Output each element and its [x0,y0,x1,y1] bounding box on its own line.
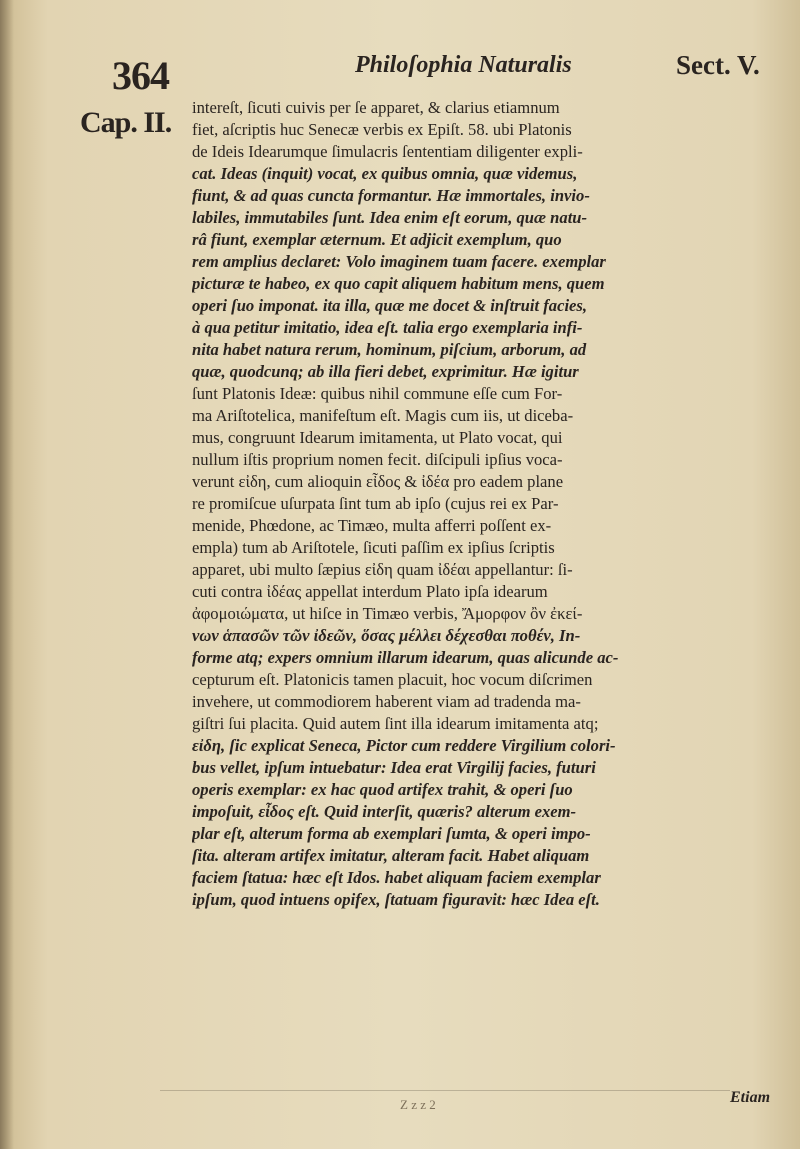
text-line: quæ, quodcunq; ab illa fieri debet, exprimitur. Hæ igitur [192,362,579,381]
text-line: re promiſcue uſurpata ſint tum ab ipſo (cujus rei ex Par- [192,494,559,513]
text-line: nita habet natura rerum, hominum, piſcium, arborum, ad [192,340,587,359]
text-line: intereſt, ſicuti cuivis per ſe apparet, & clarius etiamnum [192,98,560,117]
text-line: operi ſuo imponat. ita illa, quæ me docet & inſtruit facies, [192,296,588,315]
chapter-marginal-note: Cap. II. [80,106,172,139]
text-line: εἰδη, ſic explicat Seneca, Pictor cum reddere Virgilium colori- [192,736,616,755]
page-number: 364 [112,53,169,98]
text-line: fiet, aſcriptis huc Senecæ verbis ex Epiſt. 58. ubi Platonis [192,120,572,139]
text-line: nullum iſtis proprium nomen fecit. diſcipuli ipſius voca- [192,450,563,469]
text-line: bus vellet, ipſum intuebatur: Idea erat Virgilij facies, futuri [192,758,596,777]
text-line: ipſum, quod intuens opifex, ſtatuam figuravit: hæc Idea eſt. [192,890,600,909]
text-line: plar eſt, alterum forma ab exemplari ſumta, & operi impo- [192,824,591,843]
text-line: empla) tum ab Ariſtotele, ſicuti paſſim ex ipſius ſcriptis [192,538,555,557]
text-line: forme atq; expers omnium illarum idearum, quas alicunde ac- [192,648,619,667]
text-line: cat. Ideas (inquit) vocat, ex quibus omnia, quæ videmus, [192,164,578,183]
text-line: mus, congruunt Idearum imitamenta, ut Plato vocat, qui [192,428,563,447]
body-text [192,97,792,911]
text-line: labiles, immutabiles ſunt. Idea enim eſt eorum, quæ natu- [192,208,588,227]
text-line: râ fiunt, exemplar æternum. Et adjicit exemplum, quo [192,230,562,249]
text-line: rem amplius declaret: Volo imaginem tuam facere. exemplar [192,252,606,271]
bottom-rule [160,1090,730,1091]
running-title: Philoſophia Naturalis [355,52,572,78]
text-line: cuti contra ἰδέας appellat interdum Plato ipſa idearum [192,582,548,601]
text-line: ſunt Platonis Ideæ: quibus nihil commune eſſe cum For- [192,384,563,403]
text-line: à qua petitur imitatio, idea eſt. talia ergo exemplaria infi- [192,318,583,337]
text-line: menide, Phœdone, ac Timæo, multa afferri poſſent ex- [192,516,552,535]
catchword: Etiam [730,1089,771,1106]
text-line: faciem ſtatua: hæc eſt Idos. habet aliquam faciem exemplar [192,868,601,887]
text-line: fiunt, & ad quas cuncta formantur. Hæ immortales, invio- [192,186,590,205]
text-line: νων ἁπασῶν τῶν ἰδεῶν, ὅσας μέλλει δέχεσθαι ποθέν, In- [192,626,581,645]
signature-mark: Z z z 2 [400,1097,436,1112]
text-line: verunt εἰδη, cum alioquin εἶδος & ἰδέα pro eadem plane [192,472,564,491]
page-header [0,48,800,98]
text-line: operis exemplar: ex hac quod artifex trahit, & operi ſuo [192,780,573,799]
text-line: de Ideis Idearumque ſimulacris ſententiam diligenter expli- [192,142,583,161]
text-line: ma Ariſtotelica, manifeſtum eſt. Magis cum iis, ut diceba- [192,406,574,425]
text-line: ἀφομοιώματα, ut hiſce in Timæo verbis, Ἄμορφον ὂν ἐκεί- [192,604,583,623]
text-line: picturæ te habeo, ex quo capit aliquem habitum mens, quem [192,274,605,293]
text-line: apparet, ubi multo ſæpius εἰδη quam ἰδέαι appellantur: ſi- [192,560,573,579]
text-line: cepturum eſt. Platonicis tamen placuit, hoc vocum diſcrimen [192,670,593,689]
text-line: ſita. alteram artifex imitatur, alteram facit. Habet aliquam [192,846,590,865]
text-line: giſtri ſui placita. Quid autem ſint illa idearum imitamenta atq; [192,714,599,733]
text-line: invehere, ut commodiorem haberent viam ad tradenda ma- [192,692,581,711]
section-label: Sect. V. [676,50,760,80]
text-line: impoſuit, εἶδος eſt. Quid interſit, quæris? alterum exem- [192,802,577,821]
